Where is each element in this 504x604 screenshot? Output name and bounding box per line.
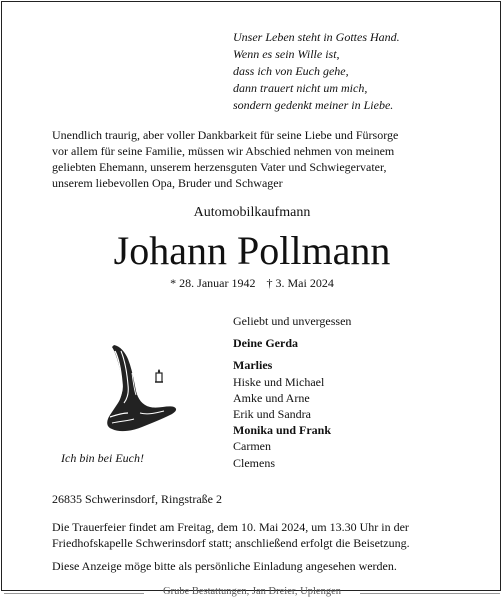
footer bbox=[0, 586, 504, 600]
funeral-info bbox=[52, 519, 472, 551]
death-date: † 3. Mai 2024 bbox=[266, 276, 334, 290]
intro-line: unserem liebevollen Opa, Bruder und Schwager bbox=[52, 176, 283, 190]
occupation: Automobilkaufmann bbox=[193, 205, 311, 220]
grandchild: Erik und Sandra bbox=[233, 407, 311, 422]
hands-caption: Ich bin bei Euch! bbox=[61, 451, 144, 465]
child-name: Monika und Frank bbox=[233, 423, 332, 438]
candle-icon bbox=[154, 369, 164, 383]
grandchild: Amke und Arne bbox=[233, 390, 310, 405]
invitation-notice: Diese Anzeige möge bitte als persönliche Einladung angesehen werden. bbox=[52, 559, 397, 573]
deceased-name: Johann Pollmann bbox=[113, 228, 391, 273]
poem-line: dann trauert nicht um mich, bbox=[233, 81, 368, 95]
poem-line: Wenn es sein Wille ist, bbox=[233, 47, 340, 61]
poem bbox=[233, 29, 400, 114]
intro-line: geliebten Ehemann, unserem herzensguten Vater und Schwiegervater, bbox=[52, 160, 387, 174]
funeral-line: Die Trauerfeier findet am Freitag, dem 10. Mai 2024, um 13.30 Uhr in der bbox=[52, 520, 409, 534]
life-dates bbox=[0, 276, 504, 291]
funeral-line: Friedhofskapelle Schwerinsdorf statt; anschließend erfolgt die Beisetzung. bbox=[52, 536, 410, 550]
poem-line: dass ich von Euch gehe, bbox=[233, 64, 349, 78]
child-name: Marlies bbox=[233, 358, 273, 373]
address: 26835 Schwerinsdorf, Ringstraße 2 bbox=[52, 492, 222, 506]
intro-text bbox=[52, 127, 472, 191]
grandchild: Carmen bbox=[233, 439, 271, 454]
grandchild: Hiske und Michael bbox=[233, 374, 325, 389]
intro-line: vor allem für seine Familie, müssen wir Abschied nehmen von meinem bbox=[52, 144, 395, 158]
footer-text: Grube Bestattungen, Jan Dreier, Uplengen bbox=[162, 586, 342, 597]
poem-line: Unser Leben steht in Gottes Hand. bbox=[233, 30, 400, 44]
family-heading: Geliebt und unvergessen bbox=[233, 314, 352, 328]
family-list bbox=[233, 313, 351, 471]
spouse: Deine Gerda bbox=[233, 336, 298, 351]
grandchild: Clemens bbox=[233, 455, 275, 470]
poem-line: sondern gedenkt meiner in Liebe. bbox=[233, 98, 394, 112]
intro-line: Unendlich traurig, aber voller Dankbarkeit für seine Liebe und Fürsorge bbox=[52, 128, 399, 142]
footer-divider bbox=[360, 593, 500, 594]
birth-date: * 28. Januar 1942 bbox=[170, 276, 256, 290]
praying-hands-icon bbox=[92, 343, 182, 435]
